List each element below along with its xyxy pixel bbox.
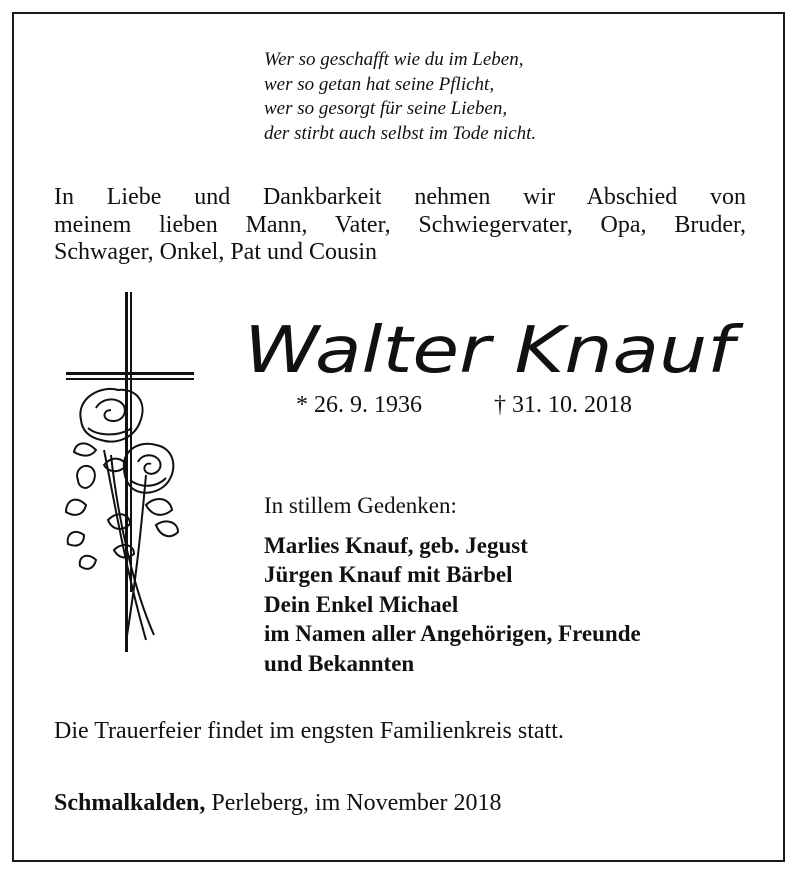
poem-line: Wer so geschafft wie du im Leben, (264, 49, 524, 70)
cross-with-roses-icon (56, 290, 206, 660)
farewell-line: In Liebe und Dankbarkeit nehmen wir Abschied von (54, 184, 746, 210)
life-dates (296, 392, 632, 419)
mourner-line: Jürgen Knauf mit Bärbel (264, 562, 513, 588)
place-date-rest: Perleberg, im November 2018 (205, 790, 502, 816)
death-date: † 31. 10. 2018 (494, 392, 632, 418)
mourner-line: Marlies Knauf, geb. Jegust (264, 533, 528, 558)
poem-line: der stirbt auch selbst im Tode nicht. (264, 122, 537, 144)
mourners-heading: In stillem Gedenken: (264, 493, 457, 518)
farewell-line: Schwager, Onkel, Pat und Cousin (54, 239, 378, 265)
mourner-line: und Bekannten (264, 650, 415, 676)
poem-line: wer so gesorgt für seine Lieben, (264, 98, 508, 119)
deceased-name-text: Walter Knauf (244, 314, 744, 388)
mourner-line: im Namen aller Angehörigen, Freunde (264, 621, 641, 647)
mourner-line: Dein Enkel Michael (264, 591, 459, 617)
place-name: Schmalkalden, (54, 790, 206, 816)
poem-line: wer so getan hat seine Pflicht, (264, 73, 495, 95)
mourners-list (264, 531, 641, 678)
place-and-date (54, 790, 502, 817)
birth-date: * 26. 9. 1936 (296, 392, 422, 418)
farewell-line: meinem lieben Mann, Vater, Schwiegervater, Opa, Bruder, (54, 211, 746, 238)
memorial-poem (264, 48, 684, 146)
ceremony-note: Die Trauerfeier findet im engsten Familienkreis statt. (54, 718, 564, 744)
farewell-text (54, 184, 746, 267)
deceased-name (244, 294, 744, 404)
